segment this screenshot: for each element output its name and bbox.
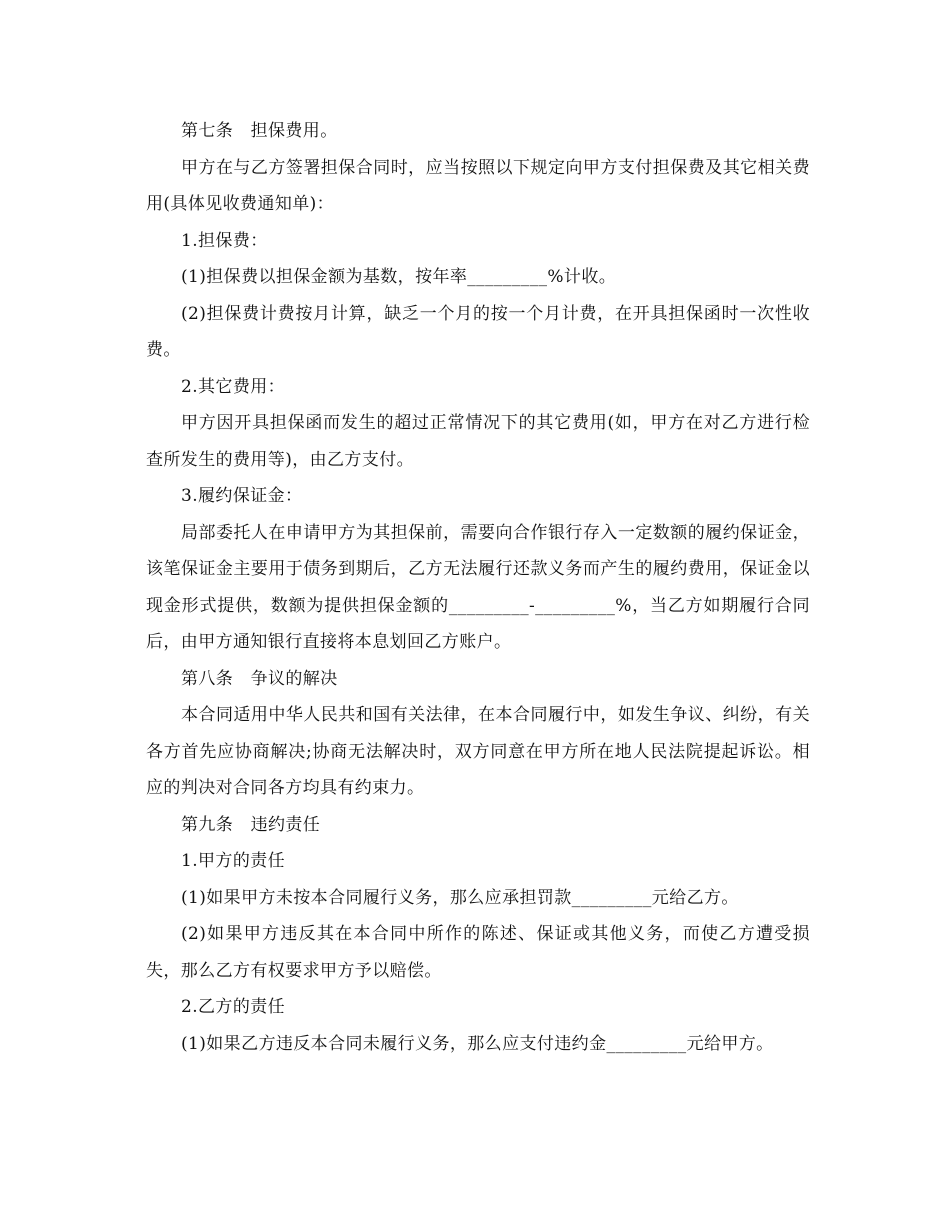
fee-item-2-text: 甲方因开具担保函而发生的超过正常情况下的其它费用(如，甲方在对乙方进行检查所发生的费用等)，由乙方支付。	[146, 413, 810, 470]
fee-item-3-text: 局部委托人在申请甲方为其担保前，需要向合作银行存入一定数额的履约保证金，该笔保证金主要用于债务到期后，乙方无法履行还款义务而产生的履约费用，保证金以现金形式提供，数额为提供担保金额的_________-_________%，当乙方如期履行合同后，由甲方通知银行直接将本息划回乙方账户。	[146, 522, 810, 652]
party-a-liability-clause-1: (1)如果甲方未按本合同履行义务，那么应承担罚款_________元给乙方。	[181, 887, 739, 908]
fee-item-2-heading: 2.其它费用：	[181, 376, 286, 397]
fee-item-1-clause-2: (2)担保费计费按月计算，缺乏一个月的按一个月计费，在开具担保函时一次性收费。	[146, 303, 810, 360]
article-8-heading: 第八条 争议的解决	[181, 668, 338, 689]
party-b-liability-heading: 2.乙方的责任	[181, 997, 286, 1017]
article-8-text: 本合同适用中华人民共和国有关法律，在本合同履行中，如发生争议、纠纷，有关各方首先应协商解决;协商无法解决时，双方同意在甲方所在地人民法院提起诉讼。相应的判决对合同各方均具有约束力。	[146, 705, 810, 798]
party-a-liability-heading: 1.甲方的责任	[181, 851, 286, 871]
document-body	[146, 113, 810, 1062]
party-b-liability-clause-1: (1)如果乙方违反本合同未履行义务，那么应支付违约金_________元给甲方。	[181, 1033, 774, 1054]
article-9-heading: 第九条 违约责任	[181, 814, 321, 835]
article-7-intro: 甲方在与乙方签署担保合同时，应当按照以下规定向甲方支付担保费及其它相关费用(具体见收费通知单)：	[146, 157, 810, 214]
fee-item-1-heading: 1.担保费：	[181, 230, 268, 251]
fee-item-1-clause-1: (1)担保费以担保金额为基数，按年率_________%计收。	[181, 267, 617, 287]
article-7-heading: 第七条 担保费用。	[181, 121, 338, 141]
party-a-liability-clause-2: (2)如果甲方违反其在本合同中所作的陈述、保证或其他义务，而使乙方遭受损失，那么乙方有权要求甲方予以赔偿。	[146, 924, 810, 981]
fee-item-3-heading: 3.履约保证金：	[181, 486, 303, 506]
